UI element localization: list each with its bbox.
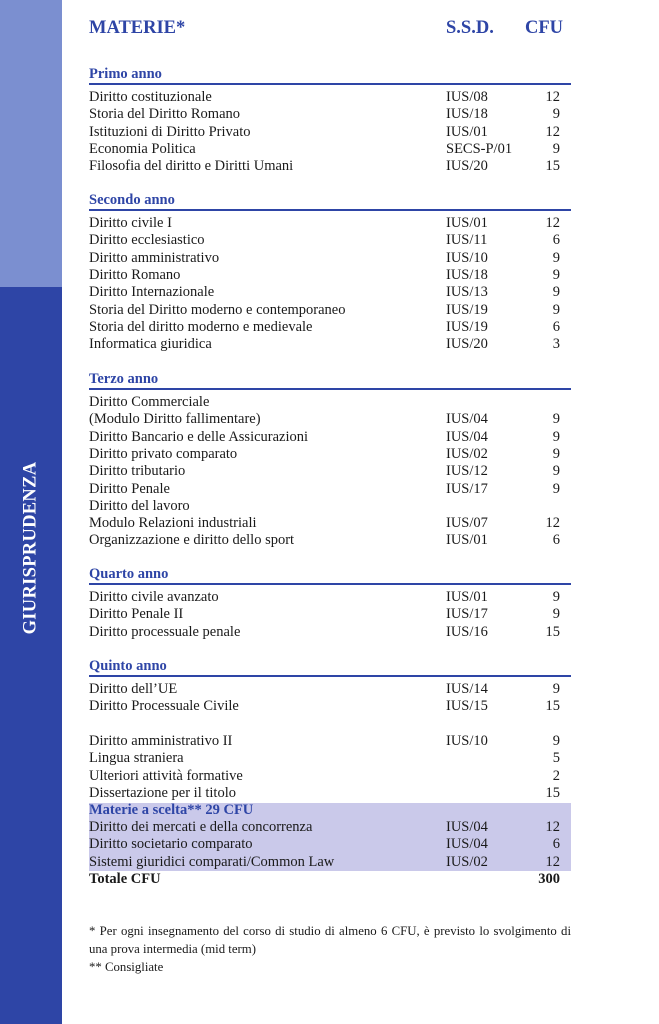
course-cfu: 9 xyxy=(552,733,560,749)
course-ssd: IUS/16 xyxy=(446,623,488,640)
course-ssd: IUS/10 xyxy=(446,733,488,749)
course-ssd: IUS/07 xyxy=(446,515,488,532)
course-cfu: 9 xyxy=(552,480,560,497)
course-ssd: IUS/13 xyxy=(446,284,488,301)
course-cfu: 6 xyxy=(552,836,560,853)
course-row xyxy=(89,606,571,623)
course-ssd: IUS/15 xyxy=(446,698,488,715)
course-cfu: 9 xyxy=(552,463,560,480)
course-cfu: 5 xyxy=(552,750,560,767)
course-name: Diritto Commerciale xyxy=(89,394,210,410)
course-row xyxy=(89,698,571,715)
course-name: Diritto costituzionale xyxy=(89,89,212,105)
total-row xyxy=(89,871,571,888)
course-name: Diritto Processuale Civile xyxy=(89,698,239,715)
course-cfu: 9 xyxy=(552,249,560,266)
course-cfu: 6 xyxy=(552,318,560,335)
course-name: Diritto societario comparato xyxy=(89,836,253,853)
electives-title: Materie a scelta** 29 CFU xyxy=(89,802,254,818)
year-title: Primo anno xyxy=(89,66,571,85)
year-title: Terzo anno xyxy=(89,371,571,390)
footnotes xyxy=(89,922,571,976)
course-row xyxy=(89,232,571,249)
course-name: Diritto civile avanzato xyxy=(89,589,219,605)
course-name: Diritto tributario xyxy=(89,463,186,480)
course-cfu: 12 xyxy=(545,215,560,231)
course-cfu: 9 xyxy=(552,428,560,445)
course-name: (Modulo Diritto fallimentare) xyxy=(89,411,261,428)
course-ssd: IUS/04 xyxy=(446,411,488,428)
sidebar-band-dark xyxy=(0,287,62,1024)
elective-row xyxy=(89,854,571,871)
course-name: Diritto Penale xyxy=(89,480,170,497)
course-row xyxy=(89,106,571,123)
course-name: Modulo Relazioni industriali xyxy=(89,515,257,532)
course-name: Informatica giuridica xyxy=(89,336,212,353)
course-row xyxy=(89,481,571,498)
course-ssd: IUS/01 xyxy=(446,123,488,140)
faculty-label: GIURISPRUDENZA xyxy=(20,461,41,635)
course-cfu: 9 xyxy=(552,589,560,605)
course-row xyxy=(89,250,571,267)
course-cfu: 15 xyxy=(545,784,560,801)
course-row xyxy=(89,681,571,698)
footnote-mid-term: * Per ogni insegnamento del corso di studio di almeno 6 CFU, è previsto lo svolgimento di una prova intermedia (mid term) xyxy=(89,924,571,956)
course-row xyxy=(89,624,571,641)
course-row xyxy=(89,267,571,284)
course-cfu: 12 xyxy=(545,89,560,105)
course-ssd: IUS/02 xyxy=(446,445,488,462)
course-ssd: IUS/04 xyxy=(446,819,488,835)
course-cfu: 12 xyxy=(545,819,560,835)
course-ssd: IUS/04 xyxy=(446,836,488,853)
sidebar-band-light xyxy=(0,0,62,287)
course-ssd: IUS/18 xyxy=(446,106,488,123)
course-row xyxy=(89,284,571,301)
course-name: Diritto amministrativo xyxy=(89,249,220,266)
course-cfu: 15 xyxy=(545,158,560,175)
course-name: Sistemi giuridici comparati/Common Law xyxy=(89,853,335,870)
course-row xyxy=(89,589,571,606)
course-row xyxy=(89,785,571,802)
course-ssd: SECS-P/01 xyxy=(446,140,513,157)
total-label: Totale CFU xyxy=(89,871,161,887)
course-name: Diritto processuale penale xyxy=(89,623,241,640)
course-name: Diritto ecclesiastico xyxy=(89,232,205,249)
course-name: Organizzazione e diritto dello sport xyxy=(89,532,295,549)
course-name: Diritto del lavoro xyxy=(89,497,190,514)
course-cfu: 12 xyxy=(545,123,560,140)
course-ssd: IUS/18 xyxy=(446,266,488,283)
course-name: Diritto dei mercati e della concorrenza xyxy=(89,819,313,835)
year-title: Secondo anno xyxy=(89,192,571,211)
course-name: Lingua straniera xyxy=(89,750,184,767)
course-name: Istituzioni di Diritto Privato xyxy=(89,123,251,140)
course-name: Storia del Diritto Romano xyxy=(89,106,241,123)
course-cfu: 15 xyxy=(545,698,560,715)
course-ssd: IUS/19 xyxy=(446,318,488,335)
course-row xyxy=(89,733,571,750)
course-name: Diritto Internazionale xyxy=(89,284,215,301)
course-row xyxy=(89,215,571,232)
course-row xyxy=(89,463,571,480)
course-cfu: 9 xyxy=(552,606,560,623)
course-ssd: IUS/02 xyxy=(446,853,488,870)
course-row xyxy=(89,158,571,175)
course-ssd: IUS/01 xyxy=(446,532,488,549)
course-name: Diritto Penale II xyxy=(89,606,184,623)
course-row xyxy=(89,302,571,319)
course-ssd: IUS/12 xyxy=(446,463,488,480)
course-row xyxy=(89,124,571,141)
course-cfu: 9 xyxy=(552,681,560,697)
course-name: Diritto amministrativo II xyxy=(89,733,233,749)
table-header xyxy=(89,18,571,42)
course-cfu: 9 xyxy=(552,106,560,123)
course-ssd: IUS/01 xyxy=(446,215,488,231)
course-name: Ulteriori attività formative xyxy=(89,767,243,784)
header-cfu: CFU xyxy=(524,18,563,38)
course-name: Diritto Romano xyxy=(89,266,181,283)
course-row xyxy=(89,750,571,767)
course-name: Dissertazione per il titolo xyxy=(89,784,236,801)
course-name: Diritto privato comparato xyxy=(89,445,238,462)
course-name: Storia del diritto moderno e medievale xyxy=(89,318,313,335)
course-name: Economia Politica xyxy=(89,140,196,157)
header-materie: MATERIE* xyxy=(89,18,186,38)
course-ssd: IUS/14 xyxy=(446,681,488,697)
course-row xyxy=(89,768,571,785)
course-cfu: 9 xyxy=(552,140,560,157)
course-cfu: 12 xyxy=(545,853,560,870)
course-name: Storia del Diritto moderno e contemporaneo xyxy=(89,301,346,318)
course-cfu: 9 xyxy=(552,445,560,462)
course-name: Filosofia del diritto e Diritti Umani xyxy=(89,158,294,175)
elective-row xyxy=(89,819,571,836)
course-row xyxy=(89,532,571,549)
course-ssd: IUS/19 xyxy=(446,301,488,318)
course-ssd: IUS/10 xyxy=(446,249,488,266)
course-row xyxy=(89,411,571,428)
elective-row xyxy=(89,836,571,853)
course-ssd: IUS/17 xyxy=(446,480,488,497)
header-ssd: S.S.D. xyxy=(446,18,494,38)
course-cfu: 9 xyxy=(552,411,560,428)
course-name: Diritto Bancario e delle Assicurazioni xyxy=(89,428,309,445)
course-row xyxy=(89,319,571,336)
course-ssd: IUS/08 xyxy=(446,89,488,105)
course-ssd: IUS/11 xyxy=(446,232,488,249)
year-title: Quarto anno xyxy=(89,566,571,585)
footnote-consigliate: ** Consigliate xyxy=(89,960,164,974)
total-value: 300 xyxy=(538,871,560,887)
course-ssd: IUS/20 xyxy=(446,336,488,353)
course-cfu: 15 xyxy=(545,623,560,640)
course-name: Diritto civile I xyxy=(89,215,172,231)
course-ssd: IUS/20 xyxy=(446,158,488,175)
course-cfu: 9 xyxy=(552,284,560,301)
course-cfu: 2 xyxy=(552,767,560,784)
course-row xyxy=(89,429,571,446)
course-cfu: 6 xyxy=(552,532,560,549)
course-ssd: IUS/04 xyxy=(446,428,488,445)
course-cfu: 3 xyxy=(552,336,560,353)
course-row xyxy=(89,141,571,158)
course-cfu: 12 xyxy=(545,515,560,532)
course-cfu: 9 xyxy=(552,266,560,283)
course-ssd: IUS/01 xyxy=(446,589,488,605)
course-ssd: IUS/17 xyxy=(446,606,488,623)
course-row xyxy=(89,394,571,411)
course-cfu: 6 xyxy=(552,232,560,249)
course-row xyxy=(89,336,571,353)
year-title: Quinto anno xyxy=(89,658,571,677)
course-name: Diritto dell’UE xyxy=(89,681,178,697)
course-cfu: 9 xyxy=(552,301,560,318)
course-row xyxy=(89,446,571,463)
course-row xyxy=(89,498,571,515)
course-row xyxy=(89,89,571,106)
course-row xyxy=(89,515,571,532)
